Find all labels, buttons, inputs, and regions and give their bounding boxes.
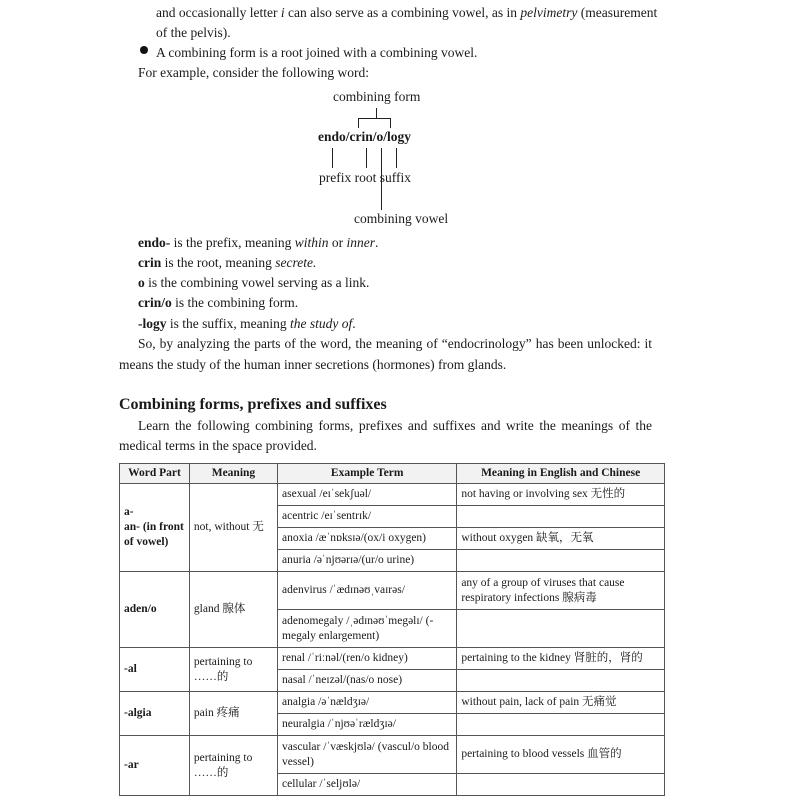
section-intro-1: Learn the following combining forms, prefixes and suffixes and write the meanings of the xyxy=(138,418,652,433)
text: or xyxy=(328,235,347,250)
answer-cell: pertaining to blood vessels 血管的 xyxy=(457,736,665,774)
table-row xyxy=(120,572,665,610)
word-part-cell: -algia xyxy=(120,692,190,736)
term: pelvimetry xyxy=(520,5,578,20)
answer-cell: any of a group of viruses that cause respiratory infections 腺病毒 xyxy=(457,572,665,610)
table-row xyxy=(120,648,665,670)
example-cell: asexual /eɪˈsekʃuəl/ xyxy=(278,484,457,506)
answer-cell: pertaining to the kidney 肾脏的，肾的 xyxy=(457,648,665,670)
answer-cell[interactable] xyxy=(457,550,665,572)
meaning-cell: gland 腺体 xyxy=(189,572,277,648)
text: . xyxy=(352,316,356,331)
intro-line-2: of the pelvis). xyxy=(156,25,231,40)
text: (measurement xyxy=(577,5,658,20)
part-line xyxy=(138,294,298,312)
text: is the suffix, meaning xyxy=(166,316,290,331)
term: crin/o xyxy=(138,295,172,310)
example-cell: analgia /əˈnældʒɪə/ xyxy=(278,692,457,714)
part-line xyxy=(138,274,369,292)
connector-line xyxy=(396,148,397,168)
connector-line xyxy=(358,118,390,119)
answer-cell: without oxygen 缺氧，无氧 xyxy=(457,528,665,550)
conclusion-line-1: So, by analyzing the parts of the word, the meaning of “endocrinology” has been unlocked: it xyxy=(138,336,652,351)
example-cell: neuralgia /ˈnjʊəˈrældʒɪə/ xyxy=(278,714,457,736)
word-part-cell: aden/o xyxy=(120,572,190,648)
answer-cell: without pain, lack of pain 无痛觉 xyxy=(457,692,665,714)
answer-cell[interactable] xyxy=(457,670,665,692)
connector-line xyxy=(376,108,377,118)
bullet-text: A combining form is a root joined with a combining vowel. xyxy=(156,45,478,60)
connector-line xyxy=(358,118,359,128)
text: within xyxy=(294,235,329,250)
text: inner xyxy=(346,235,375,250)
diagram-word: endo/crin/o/logy xyxy=(318,129,412,144)
part-line xyxy=(138,254,316,272)
column-header: Meaning in English and Chinese xyxy=(457,464,665,484)
meaning-cell: not, without 无 xyxy=(189,484,277,572)
example-cell: cellular /ˈseljʊlə/ xyxy=(278,774,457,796)
diagram-vowel-label: combining vowel xyxy=(354,211,449,226)
meaning-cell: pain 疼痛 xyxy=(189,692,277,736)
connector-line xyxy=(366,148,367,168)
word-part-table xyxy=(119,463,665,796)
meaning-cell: pertaining to ……的 xyxy=(189,648,277,692)
term: crin xyxy=(138,255,162,270)
table-row xyxy=(120,692,665,714)
text: the study of xyxy=(289,316,353,331)
connector-line xyxy=(390,118,391,128)
text: . xyxy=(312,255,317,270)
diagram-top-label: combining form xyxy=(333,89,421,104)
section-intro-2: medical terms in the space provided. xyxy=(119,438,317,453)
text: can also serve as a combining vowel, as in xyxy=(284,5,521,20)
text: is the root, meaning xyxy=(161,255,276,270)
answer-cell[interactable] xyxy=(457,610,665,648)
answer-cell[interactable] xyxy=(457,506,665,528)
example-cell: adenvirus /ˈædɪnəʊˌvaɪrəs/ xyxy=(278,572,457,610)
bullet-icon xyxy=(140,46,148,54)
text: i xyxy=(280,5,285,20)
example-cell: nasal /ˈneɪzəl/(nas/o nose) xyxy=(278,670,457,692)
table-row xyxy=(120,484,665,506)
answer-cell[interactable] xyxy=(457,774,665,796)
diagram-bottom-labels: prefix root suffix xyxy=(319,170,411,185)
column-header: Meaning xyxy=(189,464,277,484)
example-cell: acentric /eɪˈsentrɪk/ xyxy=(278,506,457,528)
text: and occasionally letter xyxy=(156,5,281,20)
text: is the prefix, meaning xyxy=(170,235,295,250)
word-part-cell: a- an- (in front of vowel) xyxy=(120,484,190,572)
text: is the combining form. xyxy=(171,295,299,310)
word-part-cell: -al xyxy=(120,648,190,692)
example-cell: renal /ˈriːnəl/(ren/o kidney) xyxy=(278,648,457,670)
term: o xyxy=(138,275,145,290)
intro-line-1 xyxy=(156,4,657,22)
text: . xyxy=(375,235,379,250)
part-line xyxy=(138,234,378,252)
answer-cell: not having or involving sex 无性的 xyxy=(457,484,665,506)
word-part-cell: -ar xyxy=(120,736,190,796)
conclusion-line-2: means the study of the human inner secretions (hormones) from glands. xyxy=(119,357,507,372)
term: -logy xyxy=(138,316,167,331)
example-cell: vascular /ˈvæskjʊlə/ (vascul/o blood vessel) xyxy=(278,736,457,774)
table-row xyxy=(120,736,665,774)
connector-line xyxy=(332,148,333,168)
example-cell: adenomegaly /ˌədɪnəʊˈmegəlɪ/ (-megaly enlargement) xyxy=(278,610,457,648)
column-header: Example Term xyxy=(278,464,457,484)
term: endo- xyxy=(138,235,171,250)
text: secrete xyxy=(275,255,313,270)
column-header: Word Part xyxy=(120,464,190,484)
example-text: For example, consider the following word: xyxy=(138,65,369,80)
meaning-cell: pertaining to ……的 xyxy=(189,736,277,796)
answer-cell[interactable] xyxy=(457,714,665,736)
table-header-row xyxy=(120,464,665,484)
section-heading: Combining forms, prefixes and suffixes xyxy=(119,396,387,413)
text: is the combining vowel serving as a link. xyxy=(144,275,370,290)
part-line xyxy=(138,315,356,333)
example-cell: anoxia /æˈnɒksɪə/(ox/i oxygen) xyxy=(278,528,457,550)
example-cell: anuria /əˈnjʊərɪə/(ur/o urine) xyxy=(278,550,457,572)
